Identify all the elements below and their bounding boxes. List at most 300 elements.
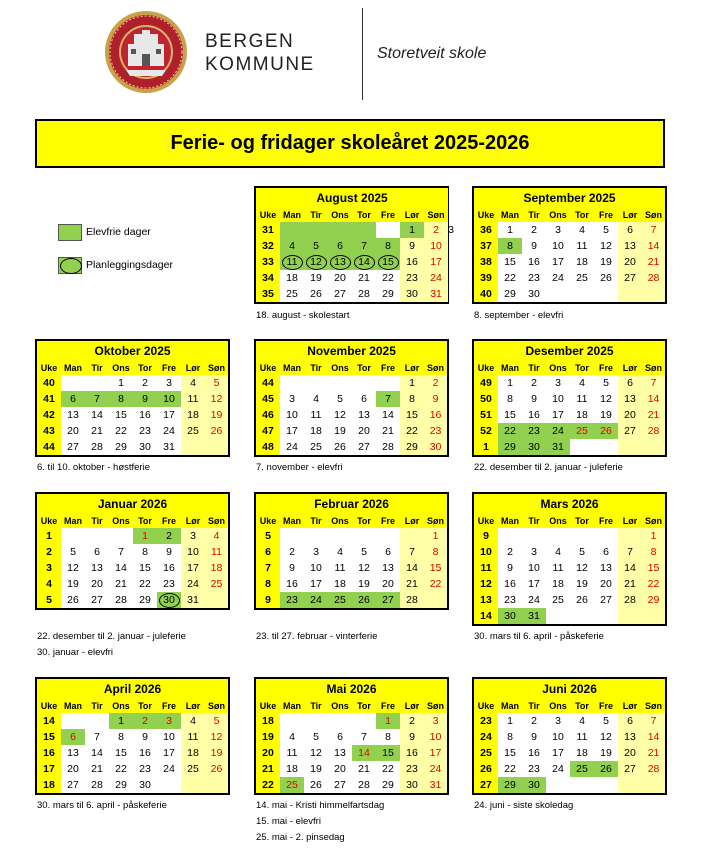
day-cell: 3 [157,713,181,729]
day-cell: 10 [181,544,205,560]
day-header: Tor [570,360,594,375]
day-cell: 27 [618,761,642,777]
day-cell: 27 [328,286,352,303]
week-number: 48 [255,439,280,456]
week-number: 11 [473,560,498,576]
day-cell: 25 [304,439,328,456]
day-cell: 28 [642,423,666,439]
day-cell: 11 [328,560,352,576]
day-cell: 6 [85,544,109,560]
day-cell: 21 [642,254,666,270]
day-cell: 20 [328,761,352,777]
day-cell: 27 [61,439,85,456]
week-number: 1 [473,439,498,456]
week-row [255,560,448,576]
day-cell: 29 [498,777,522,794]
day-cell [280,254,304,270]
week-number: 44 [255,375,280,391]
day-cell: 7 [352,238,376,254]
day-cell [304,254,328,270]
day-cell: 4 [328,544,352,560]
day-cell: 13 [618,238,642,254]
day-cell: 2 [522,222,546,238]
day-header: Tir [304,360,328,375]
day-cell: 21 [376,423,400,439]
week-number: 7 [255,560,280,576]
day-cell: 16 [133,745,157,761]
month-note: 22. desember til 2. januar - juleferie [37,631,186,642]
day-header: Søn [205,513,229,528]
day-cell: 15 [376,745,400,761]
day-cell: 1 [424,528,448,544]
week-number: 6 [255,544,280,560]
day-cell: 11 [280,745,304,761]
day-header: Ons [328,360,352,375]
day-cell: 8 [498,391,522,407]
day-cell: 13 [61,745,85,761]
empty-cell [642,286,666,303]
week-row [255,777,448,794]
week-number: 21 [255,761,280,777]
month-note: 8. september - elevfri [474,310,564,321]
day-header: Uke [473,207,498,222]
empty-cell [280,222,304,238]
week-number: 18 [255,713,280,729]
day-cell: 27 [352,439,376,456]
day-cell: 19 [328,423,352,439]
empty-cell [304,713,328,729]
week-number: 40 [36,375,61,391]
day-header: Ons [328,207,352,222]
day-cell: 20 [352,423,376,439]
week-number: 35 [255,286,280,303]
day-cell: 29 [642,592,666,608]
day-cell: 16 [157,560,181,576]
week-number: 24 [473,729,498,745]
day-cell: 23 [522,761,546,777]
day-header: Tor [570,698,594,713]
month-table [35,339,230,457]
empty-cell [352,528,376,544]
week-number: 1 [36,528,61,544]
month-title: Mai 2026 [255,678,448,698]
day-cell: 20 [328,270,352,286]
week-number: 16 [36,745,61,761]
day-cell: 29 [133,592,157,609]
month-title: November 2025 [255,340,448,360]
day-header: Man [498,698,522,713]
empty-cell [328,375,352,391]
empty-cell [109,528,133,544]
week-row [473,560,666,576]
empty-cell [352,713,376,729]
empty-cell [61,375,85,391]
day-cell: 11 [546,560,570,576]
week-number: 4 [36,576,61,592]
day-cell: 22 [498,270,522,286]
empty-cell [594,777,618,794]
day-cell: 21 [400,576,424,592]
week-number: 17 [36,761,61,777]
day-cell: 18 [546,576,570,592]
day-cell: 29 [109,439,133,456]
kommune-name [205,30,315,76]
day-cell: 8 [642,544,666,560]
week-row [36,528,229,544]
week-row [473,777,666,794]
day-cell: 31 [424,286,448,303]
day-cell: 22 [376,270,400,286]
day-cell: 1 [400,375,424,391]
day-cell: 24 [546,761,570,777]
week-number: 13 [473,592,498,608]
day-cell: 23 [498,592,522,608]
day-cell: 8 [376,238,400,254]
day-cell: 26 [205,423,229,439]
day-cell: 18 [181,745,205,761]
week-number: 5 [36,592,61,609]
day-cell: 30 [424,439,448,456]
day-cell: 20 [594,576,618,592]
day-cell: 3 [546,375,570,391]
empty-cell [205,592,229,609]
day-cell: 29 [498,439,522,456]
day-cell: 21 [618,576,642,592]
day-header: Lør [618,513,642,528]
day-header: Fre [376,698,400,713]
day-cell: 13 [618,729,642,745]
day-cell: 4 [205,528,229,544]
day-cell: 19 [205,407,229,423]
school-name: Storetveit skole [377,45,487,62]
day-header: Ons [546,207,570,222]
day-header: Man [61,513,85,528]
day-cell: 29 [400,439,424,456]
day-cell: 2 [280,544,304,560]
day-cell: 17 [546,254,570,270]
day-cell: 13 [85,560,109,576]
header-divider [362,8,363,100]
month-note: 30. mars til 6. april - påskeferie [474,631,604,642]
day-cell: 11 [205,544,229,560]
week-number: 51 [473,407,498,423]
day-header: Fre [594,513,618,528]
day-header: Ons [328,698,352,713]
day-cell: 10 [304,560,328,576]
empty-cell [618,777,642,794]
day-cell: 31 [546,439,570,456]
day-cell: 6 [618,375,642,391]
day-cell: 15 [109,745,133,761]
day-header: Søn [642,207,666,222]
empty-cell [570,286,594,303]
day-cell: 23 [400,270,424,286]
day-cell: 6 [328,238,352,254]
day-cell: 2 [522,713,546,729]
day-cell: 23 [522,423,546,439]
day-cell: 16 [522,254,546,270]
month-januar-2026 [35,492,228,610]
day-cell [352,254,376,270]
week-number: 32 [255,238,280,254]
legend-planlegging-swatch [58,257,82,274]
week-row [36,439,229,456]
week-row [36,560,229,576]
day-cell: 14 [352,745,376,761]
day-header: Man [280,698,304,713]
day-cell: 16 [400,254,424,270]
empty-cell [352,222,376,238]
day-cell: 14 [642,238,666,254]
week-row [255,238,448,254]
day-cell: 14 [618,560,642,576]
day-header: Fre [157,360,181,375]
day-cell: 1 [109,713,133,729]
week-row [36,729,229,745]
day-cell: 29 [109,777,133,794]
day-cell: 15 [642,560,666,576]
day-header: Tir [522,513,546,528]
month-title: Desember 2025 [473,340,666,360]
day-cell: 25 [570,270,594,286]
day-cell: 28 [618,592,642,608]
day-cell: 7 [400,544,424,560]
day-cell: 23 [133,761,157,777]
week-row [473,391,666,407]
month-juni-2026 [472,677,665,795]
planleggingsdag-circle: 13 [330,255,351,270]
empty-cell [328,528,352,544]
day-cell: 27 [618,270,642,286]
day-header: Ons [546,698,570,713]
week-number: 27 [473,777,498,794]
day-cell: 9 [522,391,546,407]
day-cell: 30 [400,286,424,303]
day-cell: 8 [400,391,424,407]
day-cell: 6 [618,222,642,238]
day-cell: 7 [85,729,109,745]
week-row [473,286,666,303]
empty-cell [642,608,666,625]
month-note: 22. desember til 2. januar - juleferie [474,462,623,473]
day-cell: 30 [400,777,424,794]
day-header: Uke [255,207,280,222]
week-number: 5 [255,528,280,544]
day-cell: 31 [424,777,448,794]
day-cell: 20 [618,745,642,761]
week-row [473,439,666,456]
month-table [254,186,454,304]
day-cell: 27 [328,777,352,794]
day-cell: 6 [376,544,400,560]
empty-cell [570,777,594,794]
day-cell: 10 [280,407,304,423]
week-row [255,391,448,407]
day-header: Ons [328,513,352,528]
month-april-2026 [35,677,228,795]
month-februar-2026 [254,492,447,610]
week-row [473,222,666,238]
day-cell: 7 [352,729,376,745]
day-cell: 1 [498,222,522,238]
day-cell: 24 [546,423,570,439]
week-row [473,423,666,439]
day-header: Lør [400,698,424,713]
day-header: Ons [546,513,570,528]
day-cell: 24 [157,761,181,777]
day-cell: 16 [522,407,546,423]
day-cell: 17 [181,560,205,576]
day-header: Tor [570,207,594,222]
day-cell: 18 [280,761,304,777]
day-cell: 17 [522,576,546,592]
week-row [255,544,448,560]
day-header: Lør [400,360,424,375]
empty-cell [205,777,229,794]
day-cell: 10 [546,391,570,407]
day-cell: 22 [424,576,448,592]
day-cell: 26 [594,423,618,439]
day-cell: 5 [205,713,229,729]
day-cell [376,254,400,270]
day-header: Fre [376,360,400,375]
day-cell: 7 [642,222,666,238]
day-cell: 9 [424,391,448,407]
day-cell: 21 [85,423,109,439]
day-cell: 10 [424,729,448,745]
day-cell: 6 [61,391,85,407]
month-desember-2025 [472,339,665,457]
day-cell: 10 [522,560,546,576]
day-cell: 20 [61,423,85,439]
day-cell: 26 [594,761,618,777]
day-cell: 10 [424,238,448,254]
empty-cell [618,439,642,456]
week-row [255,407,448,423]
day-cell: 15 [498,745,522,761]
empty-cell [85,713,109,729]
empty-cell [352,375,376,391]
empty-cell [642,439,666,456]
day-cell: 12 [205,391,229,407]
day-cell: 18 [280,270,304,286]
day-cell: 27 [85,592,109,609]
empty-cell [570,528,594,544]
week-row [255,375,448,391]
day-cell: 25 [181,423,205,439]
empty-cell [546,528,570,544]
day-cell: 25 [181,761,205,777]
day-cell: 8 [133,544,157,560]
day-cell: 22 [376,761,400,777]
day-header: Tir [304,207,328,222]
empty-cell [181,777,205,794]
day-header: Søn [205,360,229,375]
day-cell: 24 [304,592,328,609]
week-number: 25 [473,745,498,761]
month-table [35,677,230,795]
day-cell: 25 [280,777,304,794]
day-header: Tor [352,513,376,528]
day-cell: 28 [376,439,400,456]
empty-cell [376,528,400,544]
day-cell: 2 [522,375,546,391]
day-cell: 5 [205,375,229,391]
day-cell: 4 [570,375,594,391]
day-cell: 5 [61,544,85,560]
day-cell: 19 [352,576,376,592]
day-cell: 11 [570,391,594,407]
week-number: 47 [255,423,280,439]
day-cell: 1 [109,375,133,391]
month-note: 23. til 27. februar - vinterferie [256,631,378,642]
empty-cell [304,222,328,238]
day-cell: 12 [594,729,618,745]
empty-cell [280,528,304,544]
empty-cell [424,592,448,609]
day-header: Søn [642,698,666,713]
day-cell: 5 [594,222,618,238]
month-mai-2026 [254,677,447,795]
empty-cell [376,222,400,238]
month-note: 15. mai - elevfri [256,816,321,827]
week-row [36,391,229,407]
page-title: Ferie- og fridager skoleåret 2025-2026 [35,119,665,168]
week-number: 10 [473,544,498,560]
day-cell: 9 [400,238,424,254]
day-cell: 25 [205,576,229,592]
day-cell: 18 [570,254,594,270]
day-cell: 24 [424,270,448,286]
day-cell: 25 [546,592,570,608]
day-cell: 14 [376,407,400,423]
month-table [472,339,667,457]
week-row [473,713,666,729]
day-cell: 1 [498,375,522,391]
day-header: Ons [109,513,133,528]
day-cell: 12 [304,745,328,761]
week-row [36,761,229,777]
week-number: 44 [36,439,61,456]
week-number: 31 [255,222,280,238]
day-cell: 17 [157,745,181,761]
day-cell: 28 [642,761,666,777]
month-august-2025 [254,186,454,304]
day-cell: 28 [109,592,133,609]
day-cell: 5 [594,713,618,729]
week-row [473,576,666,592]
day-header: Lør [400,207,424,222]
week-number: 26 [473,761,498,777]
empty-cell [546,777,570,794]
month-note: 30. januar - elevfri [37,647,114,658]
day-header: Fre [157,513,181,528]
day-cell: 19 [304,761,328,777]
day-cell: 29 [498,286,522,303]
planleggingsdag-circle: 14 [354,255,375,270]
empty-cell [498,528,522,544]
day-cell: 28 [352,777,376,794]
week-number: 40 [473,286,498,303]
day-header: Tir [522,698,546,713]
month-table [472,492,667,626]
week-number: 43 [36,423,61,439]
day-cell: 5 [352,544,376,560]
day-cell: 18 [304,423,328,439]
month-note: 24. juni - siste skoledag [474,800,574,811]
day-cell: 27 [618,423,642,439]
day-cell: 3 [546,713,570,729]
